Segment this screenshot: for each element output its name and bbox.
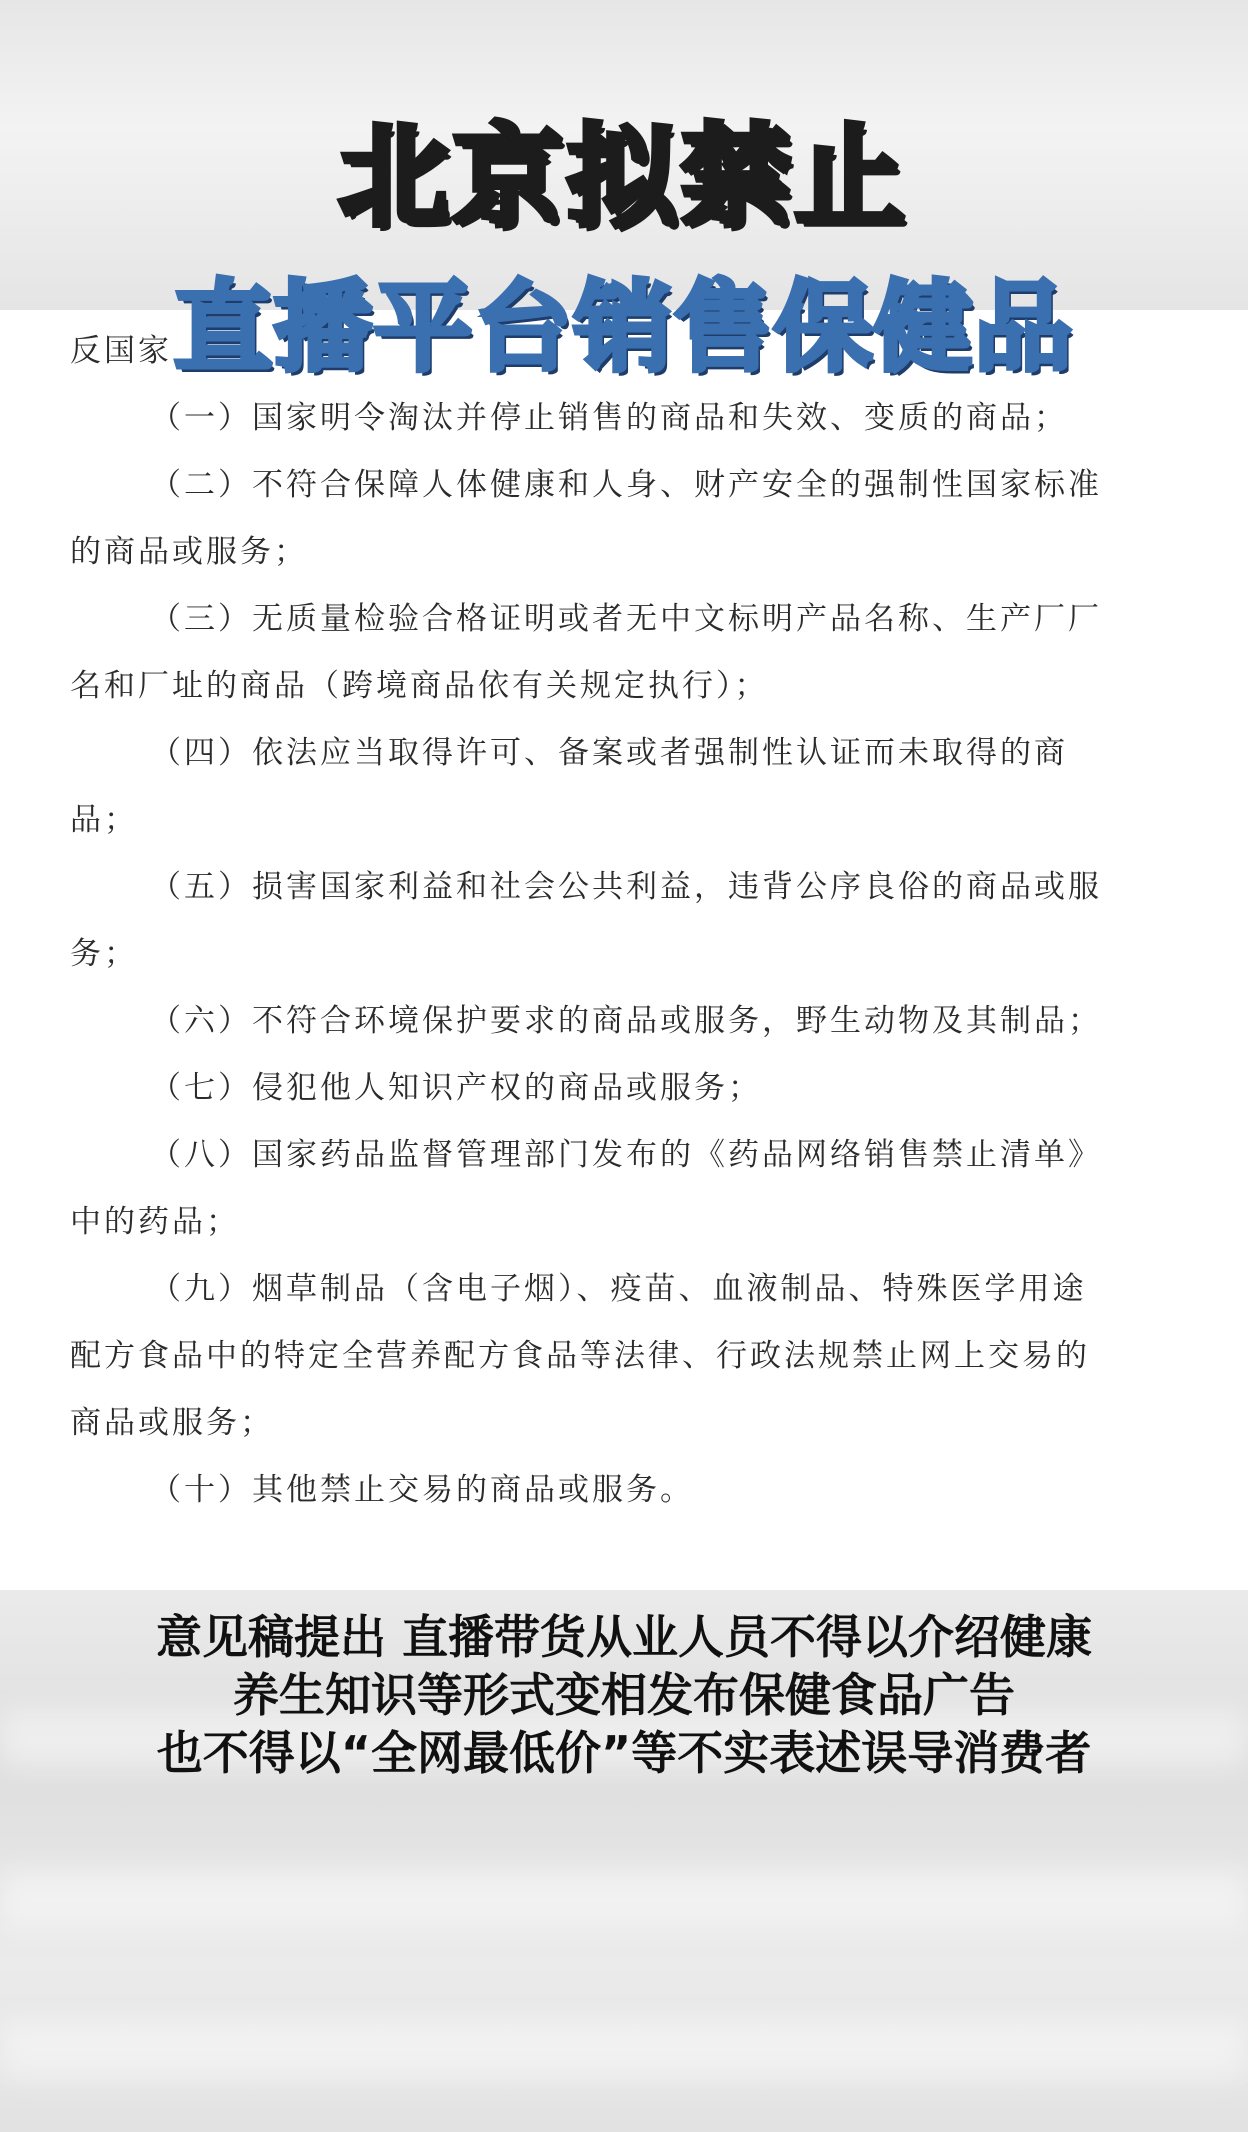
doc-paragraph-item-3: （三）无质量检验合格证明或者无中文标明产品名称、生产厂厂名和厂址的商品（跨境商品依有关规定执行）； bbox=[70, 601, 1102, 704]
blur-streak bbox=[0, 1870, 1248, 1930]
news-caption bbox=[40, 1608, 1208, 1782]
doc-paragraph-item-4: （四）依法应当取得许可、备案或者强制性认证而未取得的商品； bbox=[70, 735, 1068, 838]
caption-line-2: 养生知识等形式变相发布保健食品广告 bbox=[233, 1668, 1015, 1722]
doc-paragraph-item-5: （五）损害国家利益和社会公共利益，违背公序良俗的商品或服务； bbox=[70, 869, 1102, 972]
doc-paragraph-intro: 反国家 bbox=[70, 333, 172, 369]
caption-line-1: 意见稿提出 直播带货从业人员不得以介绍健康 bbox=[155, 1610, 1092, 1664]
doc-paragraph-item-1: （一）国家明令淘汰并停止销售的商品和失效、变质的商品； bbox=[150, 400, 1068, 436]
doc-paragraph-item-8: （八）国家药品监督管理部门发布的《药品网络销售禁止清单》中的药品； bbox=[70, 1137, 1102, 1240]
caption-line-3: 也不得以“全网最低价”等不实表述误导消费者 bbox=[156, 1726, 1092, 1780]
headline-secondary: 直播平台销售保健品 bbox=[173, 271, 1074, 385]
blur-streak bbox=[0, 2020, 1248, 2080]
document-body bbox=[70, 318, 1110, 1524]
doc-paragraph-item-2: （二）不符合保障人体健康和人身、财产安全的强制性国家标准的商品或服务； bbox=[70, 467, 1102, 570]
headline-primary: 北京拟禁止 bbox=[339, 113, 909, 241]
doc-paragraph-item-6: （六）不符合环境保护要求的商品或服务，野生动物及其制品； bbox=[150, 1003, 1102, 1039]
doc-paragraph-item-10: （十）其他禁止交易的商品或服务。 bbox=[150, 1472, 694, 1508]
doc-paragraph-item-7: （七）侵犯他人知识产权的商品或服务； bbox=[150, 1070, 762, 1106]
doc-paragraph-item-9: （九）烟草制品（含电子烟）、疫苗、血液制品、特殊医学用途配方食品中的特定全营养配方食品等法律、行政法规禁止网上交易的商品或服务； bbox=[70, 1271, 1090, 1441]
